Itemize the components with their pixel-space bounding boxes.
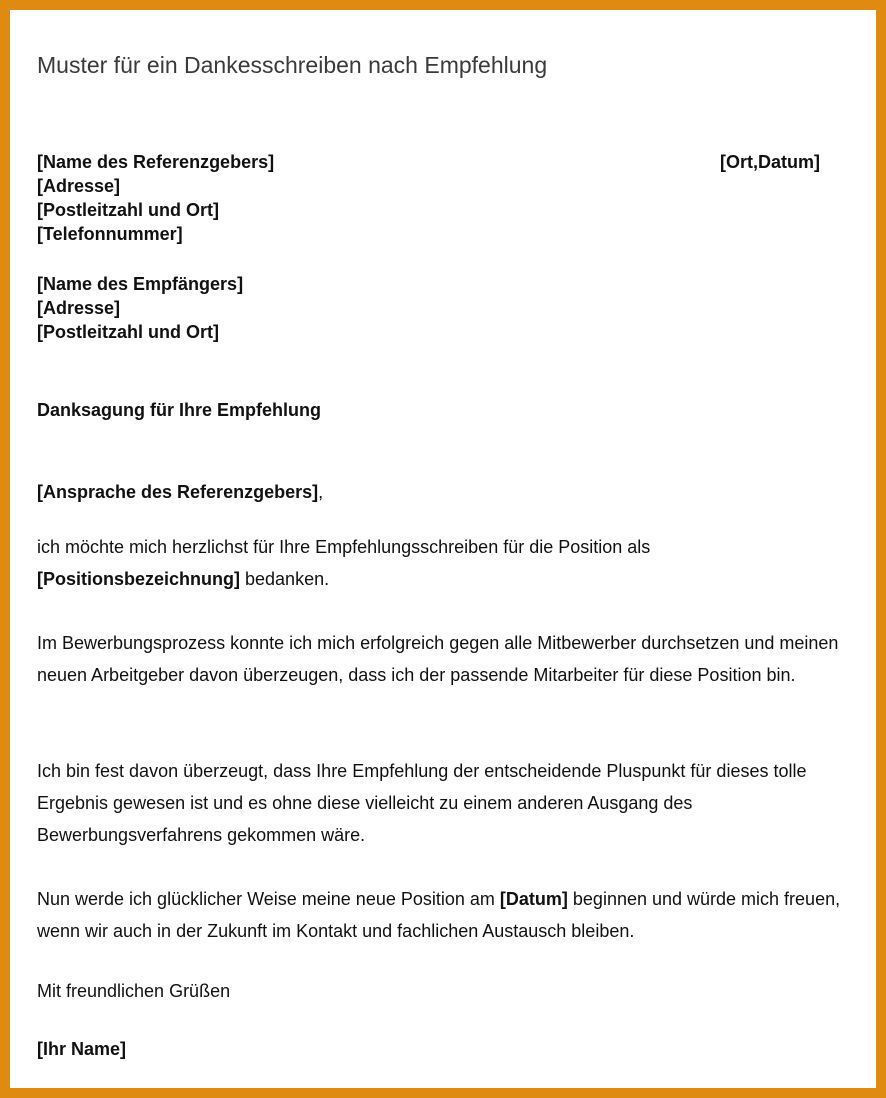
paragraph-start-date (37, 883, 852, 947)
sender-phone: [Telefonnummer] (37, 224, 183, 244)
document-page (10, 10, 876, 1088)
paragraph-thanks-text-b: bedanken. (240, 569, 330, 589)
position-placeholder: [Positionsbezeichnung] (37, 569, 241, 589)
subject-line: Danksagung für Ihre Empfehlung (37, 400, 322, 420)
signature-name: [Ihr Name] (37, 1039, 127, 1059)
salutation (37, 480, 323, 504)
paragraph-conviction: Ich bin fest davon überzeugt, dass Ihre Empfehlung der entscheidende Pluspunkt für dieses tolle Ergebnis gewesen ist und es ohne diese vielleicht zu einem anderen Ausgang des Bewerbungsverfahrens gekommen wäre. (37, 761, 807, 845)
salutation-comma: , (318, 482, 324, 502)
sender-address: [Adresse] (37, 176, 121, 196)
sender-name: [Name des Referenzgebers] (37, 152, 275, 172)
paragraph-application: Im Bewerbungsprozess konnte ich mich erfolgreich gegen alle Mitbewerber durchsetzen und meinen neuen Arbeitgeber davon überzeugen, dass ich der passende Mitarbeiter für diese Position bin. (37, 633, 839, 685)
recipient-postal-city: [Postleitzahl und Ort] (37, 322, 219, 342)
document-title: Muster für ein Dankesschreiben nach Empfehlung (37, 52, 548, 78)
sender-postal-city: [Postleitzahl und Ort] (37, 200, 219, 220)
recipient-name: [Name des Empfängers] (37, 274, 244, 294)
paragraph-thanks-text-a: ich möchte mich herzlichst für Ihre Empfehlungsschreiben für die Position als (37, 537, 651, 557)
date-placeholder: [Datum] (499, 889, 568, 909)
paragraph-thanks (37, 531, 852, 595)
recipient-address: [Adresse] (37, 298, 121, 318)
paragraph-start-text-b: beginnen und würde mich freuen, wenn wir auch in der Zukunft im Kontakt und fachlichen Austausch bleiben. (37, 889, 841, 941)
paragraph-start-text-a: Nun werde ich glücklicher Weise meine neue Position am (37, 889, 500, 909)
place-date: [Ort,Datum] (720, 152, 820, 172)
salutation-placeholder: [Ansprache des Referenzgebers] (37, 482, 319, 502)
closing-phrase: Mit freundlichen Grüßen (37, 981, 231, 1001)
